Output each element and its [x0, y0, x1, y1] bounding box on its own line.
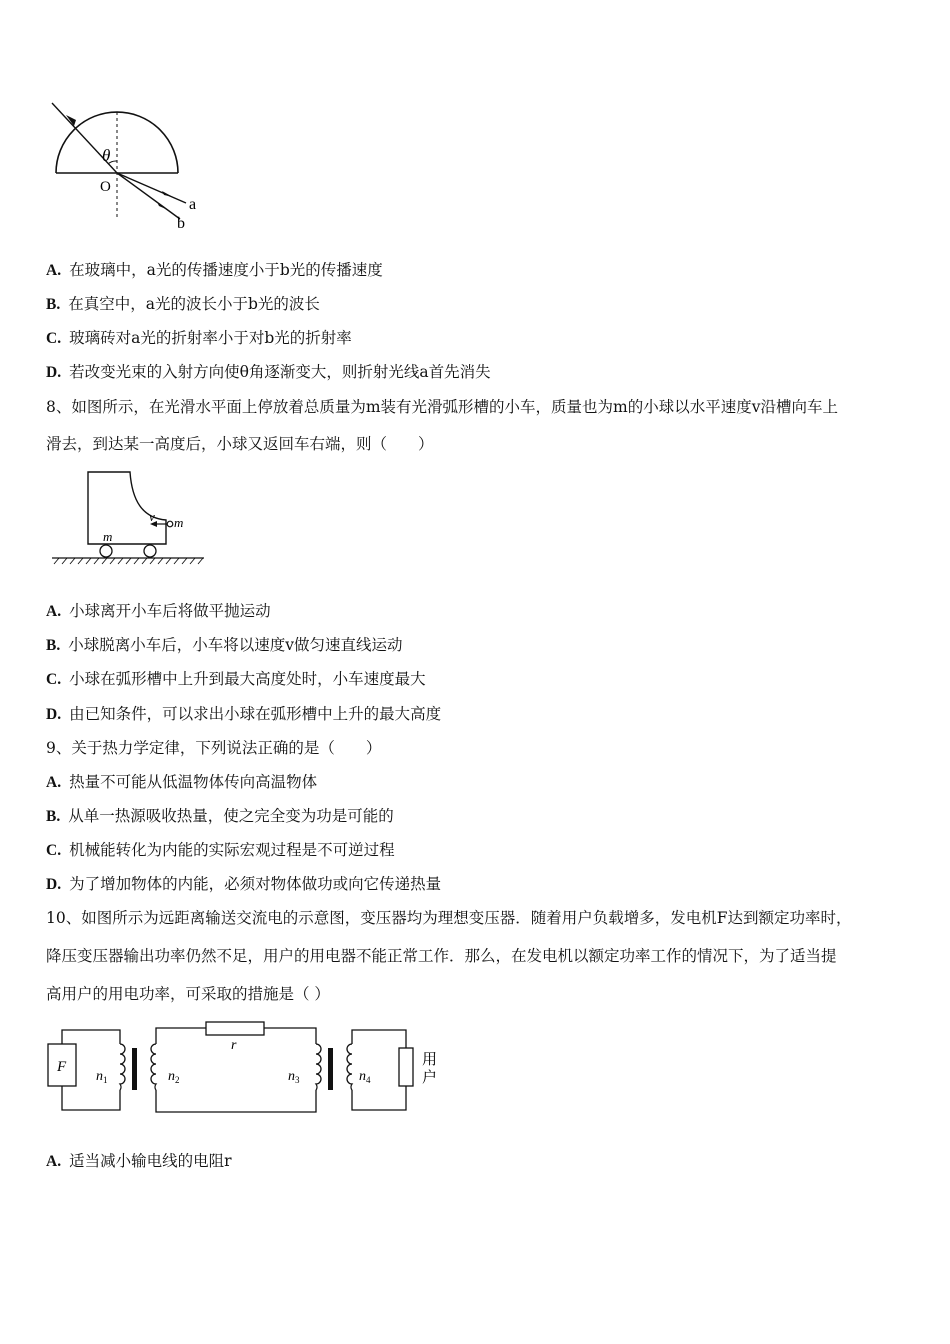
q8-option-a: A. 小球离开小车后将做平抛运动 [46, 602, 271, 620]
q10-circuit-figure [46, 1018, 456, 1118]
label-n4: $n_4$ [359, 1069, 371, 1085]
q10-stem-line3: 高用户的用电功率，可采取的措施是（ ） [46, 985, 330, 1003]
label-v: v [149, 509, 155, 524]
label-user-2: 户 [422, 1070, 438, 1086]
q9-stem: 9、关于热力学定律，下列说法正确的是（ ） [46, 739, 382, 757]
q8-cart-figure [46, 468, 216, 573]
q9-option-a: A. 热量不可能从低温物体传向高温物体 [46, 773, 318, 791]
user-wire-bottom [352, 1086, 406, 1110]
resistor-r [206, 1022, 264, 1035]
label-m-cart: m [103, 529, 113, 544]
q9-option-c: C. 机械能转化为内能的实际宏观过程是不可逆过程 [46, 841, 395, 859]
coil-n4 [347, 1044, 352, 1090]
label-o: O [100, 179, 111, 195]
cart-body [88, 472, 166, 544]
label-r: r [231, 1038, 237, 1053]
ray-a-arrow [162, 191, 173, 197]
q7-option-d: D. 若改变光束的入射方向使θ角逐渐变大，则折射光线a首先消失 [46, 363, 491, 381]
label-n1: $n_1$ [96, 1069, 108, 1085]
label-theta: θ [102, 146, 111, 165]
core-2 [328, 1048, 333, 1090]
label-b: b [177, 215, 185, 232]
coil-n2 [151, 1044, 156, 1090]
coil-n1 [120, 1044, 125, 1090]
q10-stem-line1: 10、如图所示为远距离输送交流电的示意图，变压器均为理想变压器．随着用户负载增多，发电机F达到额定功率时， [46, 909, 852, 927]
q8-option-c: C. 小球在弧形槽中上升到最大高度处时，小车速度最大 [46, 670, 426, 688]
generator-wire-bottom [62, 1086, 120, 1110]
label-m-ball: m [174, 515, 184, 530]
q10-stem-line2: 降压变压器输出功率仍然不足，用户的用电器不能正常工作．那么，在发电机以额定功率工作的情况下，为了适当提 [46, 947, 837, 965]
q7-option-a: A. 在玻璃中，a光的传播速度小于b光的传播速度 [46, 261, 383, 279]
q8-option-b: B. 小球脱离小车后，小车将以速度v做匀速直线运动 [46, 636, 403, 654]
q8-stem-line1: 8、如图所示，在光滑水平面上停放着总质量为m装有光滑弧形槽的小车，质量也为m的小球以水平速度v沿槽向车上 [46, 398, 839, 416]
label-n3: $n_3$ [288, 1069, 300, 1085]
coil-n3 [316, 1044, 321, 1090]
q9-option-b: B. 从单一热源吸收热量，使之完全变为功是可能的 [46, 807, 394, 825]
user-load [399, 1048, 413, 1086]
line-top-left [156, 1028, 206, 1044]
ball [167, 521, 173, 527]
q7-refraction-figure [46, 95, 216, 235]
line-bottom [156, 1090, 316, 1112]
q9-option-d: D. 为了增加物体的内能，必须对物体做功或向它传递热量 [46, 875, 442, 893]
ground-hatching [54, 558, 203, 564]
user-wire-top [352, 1030, 406, 1048]
q10-option-a: A. 适当减小输电线的电阻r [46, 1152, 232, 1170]
q7-option-b: B. 在真空中，a光的波长小于b光的波长 [46, 295, 320, 313]
label-a: a [189, 196, 197, 213]
q8-option-d: D. 由已知条件，可以求出小球在弧形槽中上升的最大高度 [46, 705, 442, 723]
label-n2: $n_2$ [168, 1069, 180, 1085]
cart-wheel-right [144, 545, 156, 557]
core-1 [132, 1048, 137, 1090]
generator-wire [62, 1030, 120, 1044]
line-top-right [264, 1028, 316, 1044]
q8-stem-line2: 滑去，到达某一高度后，小球又返回车右端，则（ ） [46, 435, 434, 453]
cart-wheel-left [100, 545, 112, 557]
label-user-1: 用 [422, 1052, 438, 1068]
q7-option-c: C. 玻璃砖对a光的折射率小于对b光的折射率 [46, 329, 352, 347]
label-F: F [57, 1059, 67, 1075]
